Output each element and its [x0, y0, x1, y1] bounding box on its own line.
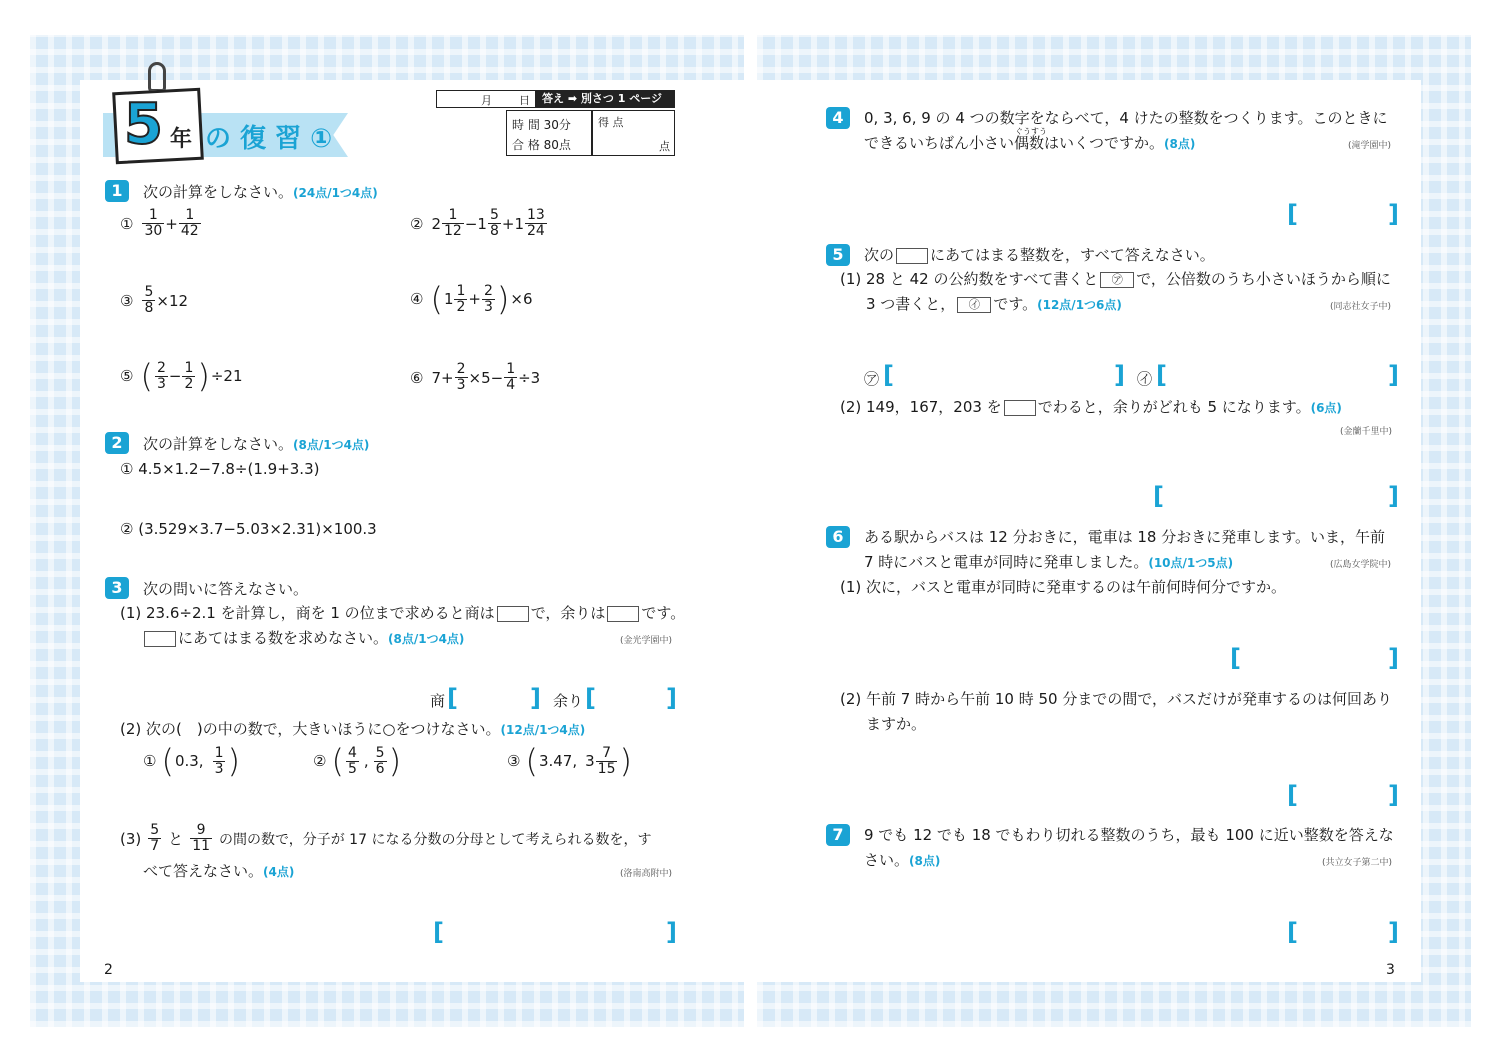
q3-p2-points: (12点/1つ4点) — [500, 723, 586, 737]
item-label: ④ — [410, 290, 424, 308]
q3-p1-text-a: (1) 23.6÷2.1 を計算し，商を 1 の位まで求めると商は — [120, 604, 495, 622]
paren: ) — [227, 742, 240, 780]
fraction — [596, 746, 618, 777]
q2-points: (8点/1つ4点) — [293, 438, 370, 452]
q5-text-b: にあてはまる整数を，すべて答えなさい。 — [930, 246, 1215, 264]
bracket-close: ] — [1388, 781, 1399, 809]
q4-line2 — [864, 134, 1195, 153]
bracket-close: ] — [666, 684, 677, 712]
bracket-close: ] — [1388, 482, 1399, 510]
q4-points: (8点) — [1164, 137, 1196, 151]
whole: 1 — [514, 214, 524, 233]
q5-p1-points: (12点/1つ6点) — [1037, 298, 1122, 312]
denominator: 2 — [184, 375, 194, 392]
q1-instruction: 次の計算をしなさい。 — [143, 183, 294, 201]
numerator: 1 — [214, 744, 224, 761]
bracket-close: ] — [1388, 918, 1399, 946]
q1-item-5 — [120, 357, 243, 395]
page-number-right: 3 — [1386, 962, 1395, 978]
denominator: 30 — [144, 223, 163, 239]
q7-points: (8点) — [909, 854, 941, 868]
q3-p2-instruction: (2) 次の( )の中の数で，大きいほうに○をつけなさい。 — [120, 720, 501, 738]
answer-blank-i: ㋑ — [957, 297, 991, 313]
fraction — [190, 823, 212, 854]
q5-part2 — [840, 398, 1342, 417]
answer-blank — [1004, 400, 1036, 416]
bracket-open: [ — [1153, 482, 1164, 510]
numerator: 5 — [489, 207, 499, 223]
paren: ) — [619, 742, 632, 780]
q3-p2-item-1 — [143, 742, 241, 780]
paren: ) — [197, 357, 210, 395]
q3-p1-text-d: にあてはまる数を求めなさい。 — [178, 629, 389, 647]
answer-reference: 答え ➡ 別さつ 1 ページ — [536, 90, 675, 108]
bracket-close: ] — [1388, 200, 1399, 228]
q5-part1-line1 — [840, 270, 1391, 288]
q5-p1-text-a: (1) 28 と 42 の公約数をすべて書くと — [840, 270, 1099, 288]
question-number-7: 7 — [826, 824, 850, 846]
separator: , — [363, 752, 369, 770]
q3-p3-source: (洛南高附中) — [620, 869, 673, 879]
item-label: ① — [120, 214, 134, 233]
expression-rest: ÷21 — [210, 367, 243, 385]
question-number-4: 4 — [826, 107, 850, 129]
operator: − — [168, 367, 182, 385]
score-box — [592, 110, 675, 156]
q4-line1: 0, 3, 6, 9 の 4 つの数字をならべて，4 けたの整数をつくります。このときに — [864, 109, 1388, 127]
fraction — [525, 208, 547, 239]
bracket-close: ] — [530, 684, 541, 712]
page-number-left: 2 — [104, 962, 113, 978]
operator: + — [165, 214, 178, 233]
q3-part3-line2 — [143, 862, 294, 881]
grade-number: 5 — [124, 92, 163, 157]
fraction — [488, 208, 501, 239]
numerator: 7 — [602, 744, 612, 761]
bracket-close: ] — [1114, 361, 1125, 389]
q1-item-4 — [410, 280, 533, 318]
q1-item-6 — [410, 362, 540, 393]
date-month: 月 — [481, 94, 492, 107]
q4-source: (滝学園中) — [1348, 141, 1392, 151]
expression-rest: ×6 — [510, 290, 533, 308]
fraction — [142, 285, 155, 316]
numerator: 5 — [144, 284, 154, 300]
question-number-2: 2 — [105, 432, 129, 454]
q3-instruction: 次の問いに答えなさい。 — [143, 580, 309, 598]
answer-blank-a: ㋐ — [1100, 272, 1134, 288]
bracket-open: [ — [433, 918, 444, 946]
q7-text2: さい。 — [864, 851, 910, 869]
numerator: 2 — [483, 282, 493, 299]
part-label: (3) — [120, 829, 142, 848]
denominator: 3 — [214, 760, 224, 777]
numerator: 4 — [347, 744, 357, 761]
bracket-open: [ — [1230, 644, 1241, 672]
q3-ans-quot-label: 商 — [430, 692, 446, 710]
expression-rest: ÷3 — [518, 368, 541, 387]
numerator: 2 — [156, 359, 166, 376]
q3-part2-text — [120, 720, 585, 739]
fraction — [346, 746, 359, 777]
bracket-open: [ — [447, 684, 458, 712]
q7-source: (共立女子第二中) — [1322, 858, 1393, 868]
q5-ans-mark-i: ㋑ — [1137, 370, 1153, 388]
fraction — [374, 746, 387, 777]
q6-source: (広島女学院中) — [1330, 560, 1392, 570]
numerator: 1 — [448, 207, 458, 223]
paren: ) — [388, 742, 402, 780]
item-label: ③ — [120, 291, 134, 310]
fraction — [454, 284, 467, 315]
number: 0.3, — [174, 752, 204, 770]
numerator: 1 — [185, 207, 195, 223]
fraction — [179, 208, 201, 239]
time-pass-box — [506, 110, 592, 156]
operator: − — [464, 214, 478, 233]
q6-part1: (1) 次に，バスと電車が同時に発車するのは午前何時何分ですか。 — [840, 578, 1287, 596]
denominator: 2 — [456, 298, 466, 315]
bracket-open: [ — [883, 361, 894, 389]
denominator: 24 — [527, 223, 545, 239]
denominator: 11 — [192, 838, 211, 854]
bracket-open: [ — [1156, 361, 1167, 389]
question-number-6: 6 — [826, 526, 850, 548]
bracket-open: [ — [1287, 200, 1298, 228]
numerator: 1 — [506, 361, 516, 377]
numerator: 9 — [196, 822, 206, 838]
q3-part1-line1 — [120, 604, 685, 622]
q5-instruction — [864, 246, 1215, 264]
fraction — [482, 284, 495, 315]
score-unit: 点 — [659, 140, 670, 153]
denominator: 3 — [156, 375, 166, 392]
answer-blank — [144, 631, 176, 647]
fraction — [182, 361, 195, 392]
item-label: ② — [410, 214, 424, 233]
q6-text2: 7 時にバスと電車が同時に発車しました。 — [864, 553, 1149, 571]
fraction — [213, 746, 226, 777]
numerator: 5 — [375, 744, 385, 761]
q3-part1-line2 — [142, 629, 464, 648]
paren: ( — [430, 280, 443, 318]
q6-line1: ある駅からバスは 12 分おきに，電車は 18 分おきに発車します。いま，午前 — [864, 528, 1386, 546]
fraction — [504, 362, 517, 393]
q6-line2 — [864, 553, 1233, 572]
q7-line1: 9 でも 12 でも 18 でもわり切れる整数のうち，最も 100 に近い整数を答えな — [864, 826, 1394, 844]
paren: ) — [496, 280, 510, 318]
q2-item-1: ① 4.5×1.2−7.8÷(1.9+3.3) — [120, 460, 320, 478]
q3-ans-rem-label: 余り — [553, 692, 584, 710]
denominator: 42 — [180, 223, 199, 239]
q5-p1-text-d: です。 — [993, 295, 1038, 313]
question-number-5: 5 — [826, 244, 850, 266]
q7-line2 — [864, 851, 940, 870]
page-title: の 復 習 ① — [205, 124, 333, 154]
question-number-1: 1 — [105, 180, 129, 202]
bracket-close: ] — [1388, 361, 1399, 389]
paren: ( — [140, 357, 153, 395]
q5-ans-mark-a: ㋐ — [864, 370, 880, 388]
q5-p1-text-b: で，公倍数のうち小さいほうから順に — [1136, 270, 1391, 288]
pass-label: 合 格 80点 — [512, 138, 571, 152]
numerator: 5 — [150, 822, 160, 838]
denominator: 5 — [347, 760, 357, 777]
question-number-3: 3 — [105, 577, 129, 599]
answer-blank — [896, 248, 928, 264]
q1-text — [143, 183, 378, 202]
score-label: 得 点 — [598, 116, 624, 129]
q1-item-1 — [120, 208, 202, 239]
item-label: ① — [143, 752, 157, 770]
denominator: 12 — [444, 223, 462, 239]
denominator: 4 — [506, 377, 516, 393]
q5-p1-text-c: 3 つ書くと， — [866, 295, 956, 313]
q6-part2-line2: ますか。 — [866, 715, 927, 733]
item-label: ② — [313, 752, 327, 770]
q3-p1-text-c: です。 — [641, 604, 686, 622]
date-field — [436, 90, 536, 108]
whole: 2 — [431, 214, 441, 233]
connector: と — [168, 830, 184, 848]
q5-part1-line2 — [866, 295, 1122, 314]
item-label: ③ — [507, 752, 521, 770]
denominator: 15 — [597, 760, 616, 777]
paren: ( — [331, 742, 344, 780]
bracket-close: ] — [666, 918, 677, 946]
bracket-open: [ — [1287, 918, 1298, 946]
q1-item-3 — [120, 285, 188, 316]
q3-p3-text: の間の数で，分子が 17 になる分数の分母として考えられる数を，す — [219, 831, 652, 848]
q5-text-a: 次の — [864, 246, 895, 264]
q5-p1-source: (同志社女子中) — [1330, 302, 1392, 312]
operator: + — [501, 214, 515, 233]
fraction — [148, 823, 161, 854]
q1-points: (24点/1つ4点) — [293, 186, 378, 200]
clip-icon — [148, 62, 166, 92]
fraction — [142, 208, 164, 239]
whole: 1 — [443, 290, 454, 308]
paren: ( — [161, 742, 174, 780]
time-label: 時 間 30分 — [512, 118, 571, 132]
answer-blank — [497, 606, 529, 622]
q5-p2-text-a: (2) 149，167，203 を — [840, 398, 1002, 416]
q3-p3-text2: べて答えなさい。 — [143, 862, 264, 880]
grade-label: 年 — [170, 127, 193, 152]
denominator: 8 — [489, 223, 499, 239]
bracket-close: ] — [1388, 644, 1399, 672]
q2-instruction: 次の計算をしなさい。 — [143, 435, 294, 453]
q3-p1-source: (金光学園中) — [620, 636, 673, 646]
fraction — [455, 362, 468, 393]
numerator: 1 — [148, 207, 158, 223]
q6-points: (10点/1つ5点) — [1148, 556, 1234, 570]
fraction — [155, 361, 168, 392]
denominator: 7 — [150, 838, 160, 854]
numerator: 1 — [184, 359, 194, 376]
q1-item-2 — [410, 208, 548, 239]
q2-text — [143, 435, 369, 454]
q3-p1-points: (8点/1つ4点) — [388, 632, 465, 646]
whole: 1 — [477, 214, 487, 233]
bracket-open: [ — [1287, 781, 1298, 809]
denominator: 8 — [144, 300, 154, 316]
item-label: ⑤ — [120, 367, 134, 385]
date-day: 日 — [519, 94, 530, 107]
denominator: 3 — [456, 377, 466, 393]
q3-p3-points: (4点) — [263, 865, 295, 879]
operator: + — [468, 290, 481, 308]
q4-text2: できるいちばん小さい偶数はいくつですか。 — [864, 134, 1165, 152]
denominator: 3 — [483, 298, 493, 315]
expression-part: 7+ — [431, 368, 454, 387]
q4-ruby: ぐうすう — [1015, 127, 1047, 136]
numerator: 1 — [456, 282, 466, 299]
q3-p1-text-b: で，余りは — [530, 604, 606, 622]
item-label: ⑥ — [410, 368, 424, 387]
q3-part3-line1 — [120, 823, 651, 854]
q3-p2-item-2 — [313, 742, 402, 780]
q5-p2-text-b: でわると，余りがどれも 5 になります。 — [1037, 398, 1311, 416]
expression-part: ×5− — [468, 368, 504, 387]
q5-p2-source: (金蘭千里中) — [1340, 427, 1393, 437]
numerator: 2 — [456, 361, 466, 377]
numerator: 13 — [527, 207, 545, 223]
number: 3.47, — [538, 752, 578, 770]
answer-blank — [607, 606, 639, 622]
whole: 3 — [585, 752, 595, 770]
fraction — [442, 208, 464, 239]
bracket-open: [ — [585, 684, 596, 712]
q5-p2-points: (6点) — [1310, 401, 1342, 415]
q3-p2-item-3 — [507, 742, 633, 780]
paren: ( — [525, 742, 538, 780]
denominator: 6 — [375, 760, 385, 777]
q2-item-2: ② (3.529×3.7−5.03×2.31)×100.3 — [120, 520, 377, 538]
expression-rest: ×12 — [156, 291, 189, 310]
q6-part2-line1: (2) 午前 7 時から午前 10 時 50 分までの間で，バスだけが発車するのは何回あり — [840, 690, 1393, 708]
